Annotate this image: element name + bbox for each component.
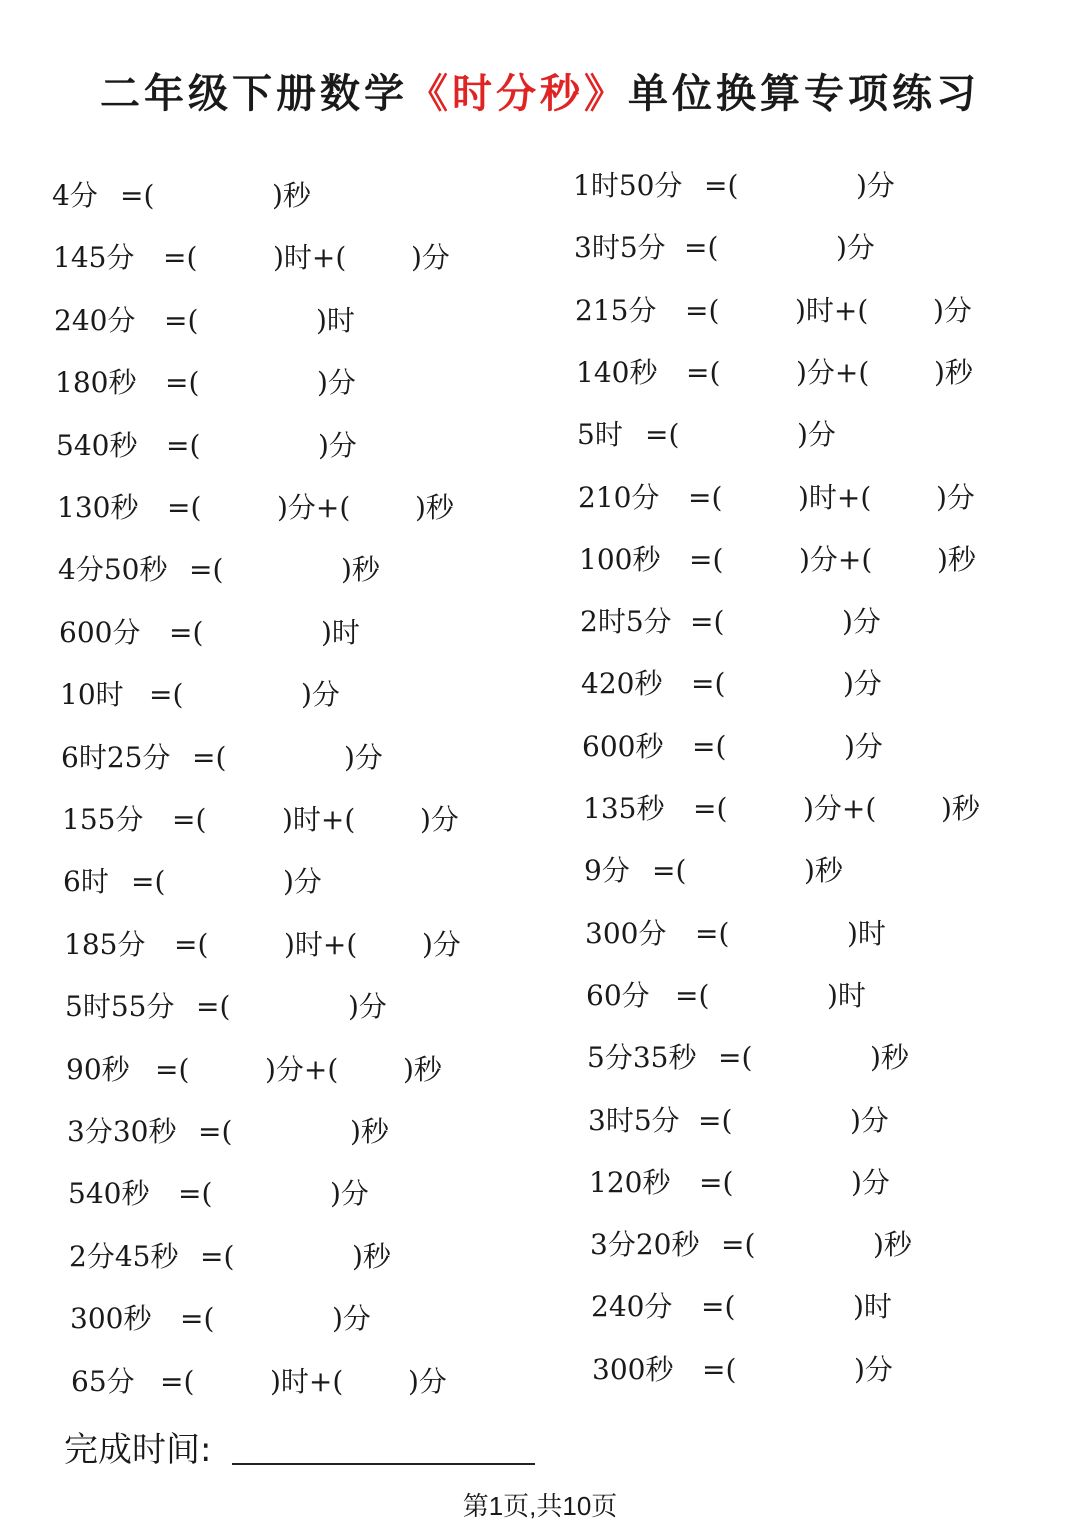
answer-blank-1[interactable]: )分	[844, 729, 883, 763]
problem-quantity: 540秒	[68, 1177, 150, 1211]
answer-blank-1[interactable]: )分	[283, 865, 322, 899]
equals-open-paren: =(	[192, 740, 227, 774]
answer-blank-1[interactable]: )时	[321, 615, 360, 649]
problem-quantity: 4分	[52, 179, 98, 212]
problem-row	[581, 664, 1061, 704]
answer-blank-1[interactable]: )时+(	[282, 803, 356, 836]
equals-open-paren: =(	[652, 854, 687, 888]
problem-quantity: 60分	[586, 978, 650, 1012]
problem-quantity: 145分	[53, 241, 135, 275]
answer-blank-1[interactable]: )时	[847, 916, 886, 950]
problem-row	[591, 1287, 1071, 1327]
problem-row	[587, 1038, 1067, 1078]
problem-quantity: 2时5分	[580, 605, 672, 639]
equals-open-paren: =(	[698, 1103, 733, 1137]
answer-blank-2[interactable]: )分	[420, 803, 459, 836]
equals-open-paren: =(	[695, 916, 730, 950]
problem-quantity: 300秒	[70, 1302, 152, 1336]
answer-blank-1[interactable]: )分	[836, 231, 875, 265]
problem-quantity: 130秒	[57, 491, 139, 524]
problem-quantity: 180秒	[55, 366, 137, 400]
title-suffix: 单位换算专项练习	[628, 71, 980, 117]
answer-blank-1[interactable]: )分+(	[796, 355, 870, 389]
answer-blank-1[interactable]: )分	[842, 605, 881, 639]
problem-row	[590, 1225, 1070, 1265]
equals-open-paren: =(	[196, 990, 231, 1024]
equals-open-paren: =(	[675, 978, 710, 1012]
answer-blank-1[interactable]: )分+(	[803, 792, 877, 825]
answer-blank-1[interactable]: )秒	[873, 1228, 912, 1262]
answer-blank-1[interactable]: )时+(	[795, 293, 869, 327]
answer-blank-1[interactable]: )分	[843, 667, 882, 701]
answer-blank-2[interactable]: )秒	[403, 1052, 442, 1086]
equals-open-paren: =(	[690, 605, 725, 639]
problem-quantity: 9分	[584, 854, 630, 888]
answer-blank-2[interactable]: )秒	[934, 355, 973, 389]
problem-quantity: 3时5分	[588, 1103, 680, 1137]
problem-quantity: 5时55分	[65, 990, 175, 1024]
answer-blank-1[interactable]: )分	[330, 1177, 369, 1211]
answer-blank-1[interactable]: )分	[797, 418, 836, 452]
problem-row	[578, 478, 1058, 518]
problem-row	[575, 291, 1055, 331]
equals-open-paren: =(	[691, 667, 726, 701]
equals-open-paren: =(	[702, 1352, 737, 1386]
answer-blank-1[interactable]: )分+(	[277, 491, 351, 524]
answer-blank-1[interactable]: )分+(	[265, 1052, 339, 1086]
equals-open-paren: =(	[686, 355, 721, 389]
problem-row	[574, 228, 1054, 268]
equals-open-paren: =(	[163, 241, 198, 275]
problem-quantity: 300分	[585, 916, 667, 950]
problem-row	[583, 789, 1063, 829]
answer-blank-1[interactable]: )秒	[870, 1041, 909, 1075]
title-prefix: 二年级下册数学	[100, 71, 408, 117]
equals-open-paren: =(	[692, 729, 727, 763]
answer-blank-1[interactable]: )时+(	[273, 241, 347, 275]
answer-blank-1[interactable]: )分	[317, 366, 356, 400]
problem-quantity: 185分	[64, 927, 146, 961]
problem-quantity: 135秒	[583, 792, 665, 825]
problem-quantity: 1时50分	[573, 169, 683, 202]
answer-blank-2[interactable]: )分	[408, 1364, 447, 1398]
answer-blank-1[interactable]: )时	[827, 978, 866, 1012]
problem-row	[584, 851, 1064, 891]
equals-open-paren: =(	[198, 1115, 233, 1148]
answer-blank-1[interactable]: )时	[316, 303, 355, 337]
answer-blank-1[interactable]: )分	[854, 1352, 893, 1386]
title-highlight: 《时分秒》	[408, 71, 628, 117]
problem-quantity: 155分	[62, 803, 144, 836]
problem-row	[576, 353, 1056, 393]
problem-row	[573, 166, 1053, 206]
answer-blank-1[interactable]: )分	[851, 1165, 890, 1199]
page-number: 第1页,共10页	[462, 1491, 618, 1521]
problem-quantity: 4分50秒	[58, 553, 168, 587]
problem-quantity: 2分45秒	[69, 1239, 179, 1273]
equals-open-paren: =(	[689, 542, 724, 576]
equals-open-paren: =(	[174, 927, 209, 961]
answer-blank-2[interactable]: )秒	[941, 792, 980, 825]
equals-open-paren: =(	[701, 1290, 736, 1324]
problem-quantity: 215分	[575, 293, 657, 327]
equals-open-paren: =(	[149, 678, 184, 712]
answer-blank-1[interactable]: )时+(	[798, 480, 872, 514]
answer-blank-1[interactable]: )分	[348, 990, 387, 1024]
equals-open-paren: =(	[718, 1041, 753, 1075]
problem-quantity: 600秒	[582, 729, 664, 763]
equals-open-paren: =(	[645, 418, 680, 452]
answer-blank-1[interactable]: )时+(	[284, 927, 358, 961]
problem-row	[585, 914, 1065, 954]
answer-blank-2[interactable]: )分	[936, 480, 975, 514]
equals-open-paren: =(	[120, 179, 155, 212]
problem-quantity: 140秒	[576, 355, 658, 389]
equals-open-paren: =(	[693, 792, 728, 825]
problem-quantity: 3时5分	[574, 231, 666, 265]
equals-open-paren: =(	[160, 1364, 195, 1398]
problem-quantity: 120秒	[589, 1165, 671, 1199]
problem-quantity: 240分	[54, 303, 136, 337]
problem-quantity: 210分	[578, 480, 660, 514]
answer-blank-1[interactable]: )分	[850, 1103, 889, 1137]
answer-blank-1[interactable]: )分	[332, 1302, 371, 1336]
problem-row	[582, 727, 1062, 767]
problem-quantity: 5分35秒	[587, 1041, 697, 1075]
equals-open-paren: =(	[684, 231, 719, 265]
answer-blank-1[interactable]: )分	[318, 428, 357, 462]
equals-open-paren: =(	[131, 865, 166, 899]
answer-blank-1[interactable]: )秒	[352, 1239, 391, 1273]
equals-open-paren: =(	[167, 491, 202, 524]
answer-blank-1[interactable]: )时+(	[270, 1364, 344, 1398]
equals-open-paren: =(	[166, 428, 201, 462]
problem-quantity: 420秒	[581, 667, 663, 701]
equals-open-paren: =(	[155, 1052, 190, 1086]
answer-blank-1[interactable]: )时	[853, 1290, 892, 1324]
equals-open-paren: =(	[178, 1177, 213, 1211]
answer-blank-2[interactable]: )分	[933, 293, 972, 327]
answer-blank-1[interactable]: )秒	[350, 1115, 389, 1148]
equals-open-paren: =(	[189, 553, 224, 587]
answer-blank-1[interactable]: )分	[301, 678, 340, 712]
equals-open-paren: =(	[164, 303, 199, 337]
problem-quantity: 10时	[60, 678, 124, 712]
problem-quantity: 300秒	[592, 1352, 674, 1386]
problem-quantity: 240分	[591, 1290, 673, 1324]
problem-quantity: 90秒	[66, 1052, 130, 1086]
problem-quantity: 3分20秒	[590, 1228, 700, 1262]
equals-open-paren: =(	[704, 169, 739, 202]
problem-quantity: 3分30秒	[67, 1115, 177, 1148]
answer-blank-2[interactable]: )秒	[415, 491, 454, 524]
problem-row	[588, 1101, 1068, 1141]
problem-quantity: 600分	[59, 615, 141, 649]
answer-blank-1[interactable]: )分	[856, 169, 895, 202]
answer-blank-1[interactable]: )秒	[272, 179, 311, 212]
problem-quantity: 100秒	[579, 542, 661, 576]
answer-blank-1[interactable]: )分	[344, 740, 383, 774]
equals-open-paren: =(	[169, 615, 204, 649]
completion-time-blank[interactable]	[232, 1463, 535, 1465]
answer-blank-2[interactable]: )分	[422, 927, 461, 961]
problem-quantity: 65分	[71, 1364, 135, 1398]
problem-row	[579, 540, 1059, 580]
problem-quantity: 6时25分	[61, 740, 171, 774]
completion-time-label: 完成时间:	[64, 1430, 212, 1470]
problem-row	[586, 976, 1066, 1016]
answer-blank-2[interactable]: )秒	[937, 542, 976, 576]
problem-quantity: 6时	[63, 865, 109, 899]
problem-quantity: 5时	[577, 418, 623, 452]
answer-blank-1[interactable]: )分+(	[799, 542, 873, 576]
equals-open-paren: =(	[721, 1228, 756, 1262]
problem-row	[580, 602, 1060, 642]
equals-open-paren: =(	[699, 1165, 734, 1199]
equals-open-paren: =(	[685, 293, 720, 327]
answer-blank-1[interactable]: )秒	[804, 854, 843, 888]
problem-row	[592, 1350, 1072, 1390]
equals-open-paren: =(	[165, 366, 200, 400]
answer-blank-2[interactable]: )分	[411, 241, 450, 275]
problem-row	[577, 415, 1057, 455]
equals-open-paren: =(	[180, 1302, 215, 1336]
equals-open-paren: =(	[172, 803, 207, 836]
problem-quantity: 540秒	[56, 428, 138, 462]
problem-row	[589, 1163, 1069, 1203]
answer-blank-1[interactable]: )秒	[341, 553, 380, 587]
equals-open-paren: =(	[200, 1239, 235, 1273]
equals-open-paren: =(	[688, 480, 723, 514]
